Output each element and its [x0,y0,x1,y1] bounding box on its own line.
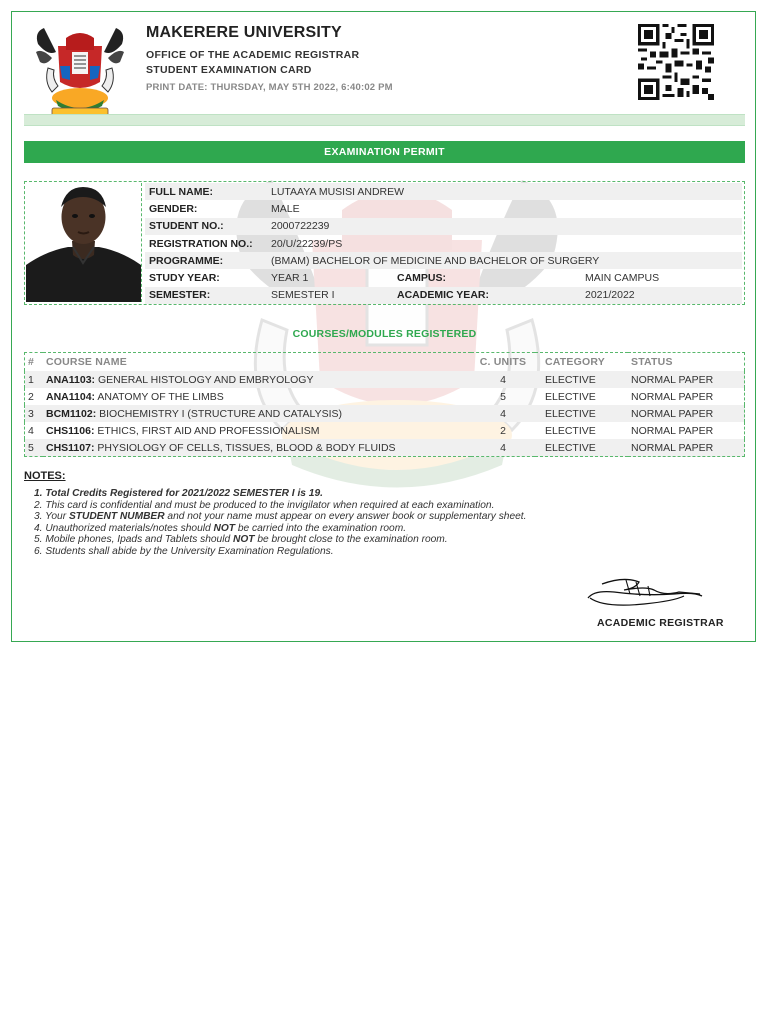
course-name-cell [43,388,471,405]
courses-table [24,352,745,457]
col-category: CATEGORY [545,356,605,368]
academic-year-label: ACADEMIC YEAR: [393,287,581,304]
student-info-panel [24,181,745,305]
signature [584,574,709,612]
course-name: ETHICS, FIRST AID AND PROFESSIONALISM [97,424,320,437]
campus-label: CAMPUS: [397,272,446,285]
course-category: ELECTIVE [535,439,628,457]
notes-heading: NOTES: [24,470,66,482]
course-name-cell [43,371,471,388]
print-date: PRINT DATE: THURSDAY, MAY 5TH 2022, 6:40:02 PM [146,82,393,93]
note-4-a: 4. Unauthorized materials/notes should [34,522,214,534]
info-row-gender [145,200,742,217]
course-status: NORMAL PAPER [628,371,745,388]
course-row [25,439,745,457]
course-units: 5 [500,390,506,403]
student-photo-image [26,183,141,302]
note-5 [34,534,526,546]
student-details-table [145,183,742,304]
university-name: MAKERERE UNIVERSITY [146,24,342,41]
course-status: NORMAL PAPER [631,424,714,437]
academic-year-value: 2021/2022 [581,287,742,304]
course-units: 2 [500,424,506,437]
signatory-title: ACADEMIC REGISTRAR [597,617,724,629]
note-6: 6. Students shall abide by the University Examination Regulations. [34,545,334,557]
semester-value: SEMESTER I [267,287,393,304]
course-name-cell [43,405,471,422]
note-5-c: be brought close to the examination room. [254,534,448,546]
course-row [25,388,745,405]
full-name-value: LUTAAYA MUSISI ANDREW [267,183,742,200]
note-1 [34,488,526,500]
info-row-semester [145,287,742,304]
study-year-value: YEAR 1 [271,272,309,285]
course-num: 5 [25,439,44,457]
student-photo [26,183,142,302]
notes-list [34,488,526,558]
course-num: 2 [28,390,34,403]
header-block [146,24,393,93]
header-divider [24,114,745,126]
qr-code [638,23,714,101]
office-name: OFFICE OF THE ACADEMIC REGISTRAR [146,49,360,61]
info-row-study-year [145,269,742,286]
course-category: ELECTIVE [535,371,628,388]
student-no-value: 2000722239 [267,218,742,235]
reg-no-value: 20/U/22239/PS [271,237,343,250]
study-year-label: STUDY YEAR: [149,272,220,285]
university-crest-logo [30,22,130,120]
course-units: 4 [471,405,535,422]
course-category: ELECTIVE [545,390,596,403]
programme-label: PROGRAMME: [145,252,267,269]
info-row-full-name [145,183,742,200]
student-no-label: STUDENT NO.: [145,218,267,235]
note-4-b: NOT [213,522,236,534]
note-2: 2. This card is confidential and must be produced to the invigilator when required at each examination. [34,499,495,511]
course-row [25,422,745,439]
course-code: ANA1103: [46,373,96,386]
course-num: 3 [25,405,44,422]
course-status: NORMAL PAPER [628,439,745,457]
permit-banner: EXAMINATION PERMIT [24,141,745,163]
col-num: # [28,356,35,368]
course-name: GENERAL HISTOLOGY AND EMBRYOLOGY [97,373,314,386]
info-row-reg-no [145,235,742,252]
course-category: ELECTIVE [545,424,596,437]
course-num: 4 [28,424,34,437]
note-4-c: be carried into the examination room. [235,522,407,534]
course-code: ANA1104: [46,390,96,403]
note-3-a: 3. Your [34,511,69,523]
semester-label: SEMESTER: [145,287,267,304]
course-code: BCM1102: [46,407,97,420]
gender-value: MALE [271,202,300,215]
col-course-name: COURSE NAME [46,356,127,368]
note-5-b: NOT [232,534,255,546]
campus-value: MAIN CAMPUS [585,272,660,285]
info-row-student-no [145,218,742,235]
course-category: ELECTIVE [535,405,628,422]
course-name: PHYSIOLOGY OF CELLS, TISSUES, BLOOD & BODY FLUIDS [97,441,396,454]
course-num: 1 [25,371,44,388]
note-3 [34,511,526,523]
courses-header-row [25,353,745,372]
note-3-b: STUDENT NUMBER [68,511,165,523]
courses-title: COURSES/MODULES REGISTERED [292,328,477,340]
col-units: C. UNITS [479,356,527,368]
note-3-c: and not your name must appear on every answer book or supplementary sheet. [164,511,527,523]
programme-value: (BMAM) BACHELOR OF MEDICINE AND BACHELOR OF SURGERY [267,252,742,269]
exam-card [11,11,756,642]
course-code: CHS1107: [46,441,95,454]
course-units: 4 [471,439,535,457]
course-units: 4 [471,371,535,388]
info-row-programme [145,252,742,269]
course-name-cell [43,422,471,439]
note-4 [34,523,526,535]
card-title: STUDENT EXAMINATION CARD [146,64,312,76]
course-row [25,371,745,388]
note-1-text: 1. Total Credits Registered for 2021/2022 SEMESTER I is 19. [34,488,323,499]
full-name-label: FULL NAME: [145,183,267,200]
course-status: NORMAL PAPER [631,390,714,403]
note-5-a: 5. Mobile phones, Ipads and Tablets should [34,534,233,546]
course-name-cell [43,439,471,457]
course-name: BIOCHEMISTRY I (STRUCTURE AND CATALYSIS) [99,407,343,420]
gender-label: GENDER: [149,202,198,215]
course-code: CHS1106: [46,424,95,437]
col-status: STATUS [631,356,673,368]
course-name: ANATOMY OF THE LIMBS [97,390,224,403]
course-status: NORMAL PAPER [628,405,745,422]
reg-no-label: REGISTRATION NO.: [149,237,253,250]
course-row [25,405,745,422]
